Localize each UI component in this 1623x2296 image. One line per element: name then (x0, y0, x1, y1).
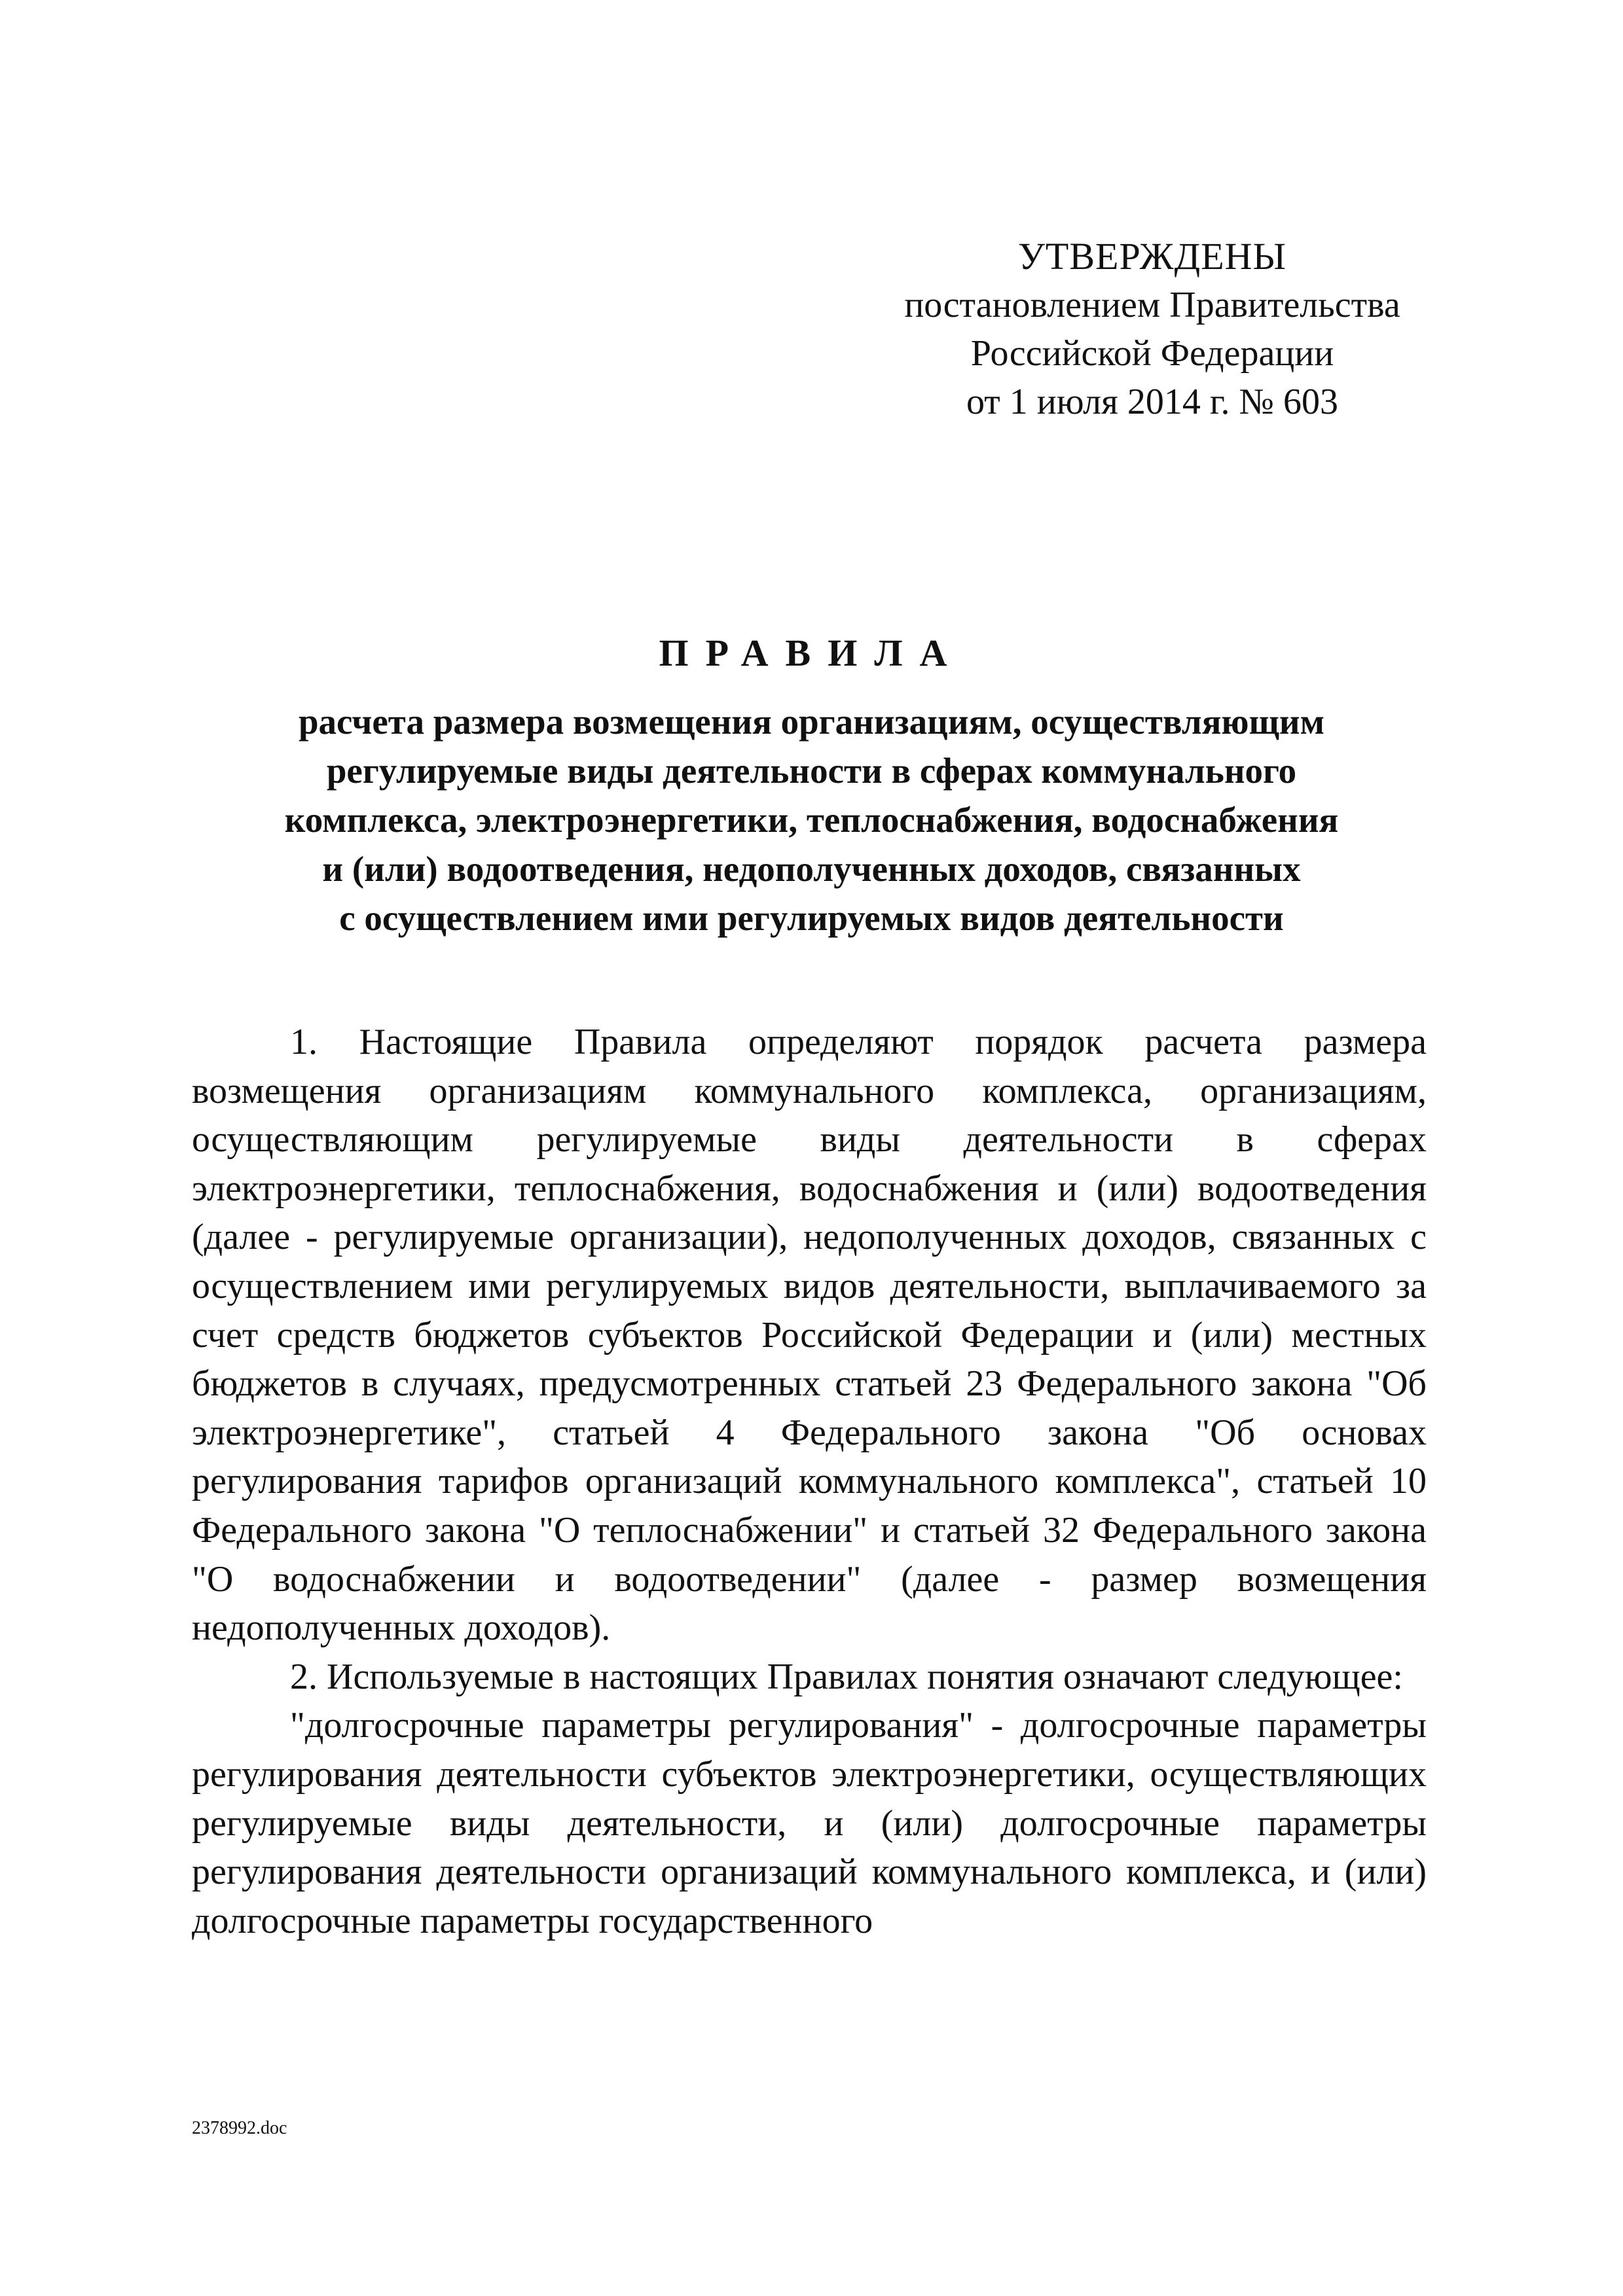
approval-line-3: от 1 июля 2014 г. № 603 (966, 382, 1338, 422)
paragraph-1: 1. Настоящие Правила определяют порядок расчета размера возмещения организациям коммунального комплекса, организациям, осуществляющим регулируемые виды деятельности в сферах электроэнергетики, теплоснабжения, водоснабжения и (или) водоотведения (далее - регулируемые организации), недополученных доходов, связанных с осуществлением ими регулируемых видов деятельности, выплачиваемого за счет средств бюджетов субъектов Российской Федерации и (или) местных бюджетов в случаях, предусмотренных статьей 23 Федерального закона "Об электроэнергетике", статьей 4 Федерального закона "Об основах регулирования тарифов организаций коммунального комплекса", статьей 10 Федерального закона "О теплоснабжении" и статьей 32 Федерального закона "О водоснабжении и водоотведении" (далее - размер возмещения недополученных доходов). (192, 1022, 1427, 1649)
document-subtitle (131, 697, 1492, 942)
document-title: ПРАВИЛА (659, 632, 964, 674)
subtitle-line-4: и (или) водоотведения, недополученных доходов, связанных (322, 849, 1301, 889)
file-name-footer: 2378992.doc (192, 2118, 287, 2138)
subtitle-line-1: расчета размера возмещения организациям, осуществляющим (298, 702, 1325, 742)
paragraph-2: 2. Используемые в настоящих Правилах понятия означают следующее: (290, 1656, 1403, 1697)
approval-heading: УТВЕРЖДЕНЫ (1017, 235, 1287, 278)
approval-block (838, 232, 1467, 426)
paragraph-3: "долгосрочные параметры регулирования" - долгосрочные параметры регулирования деятельности субъектов электроэнергетики, осуществляющих регулируемые виды деятельности, и (или) долгосрочные параметры регулирования деятельности организаций коммунального комплекса, и (или) долгосрочные параметры государственного (192, 1705, 1427, 1941)
subtitle-line-3: комплекса, электроэнергетики, теплоснабжения, водоснабжения (284, 800, 1339, 840)
subtitle-line-2: регулируемые виды деятельности в сферах коммунального (326, 751, 1297, 791)
subtitle-line-5: с осуществлением ими регулируемых видов деятельности (339, 898, 1284, 938)
approval-line-2: Российской Федерации (970, 333, 1334, 374)
document-body (192, 1018, 1427, 1945)
approval-line-1: постановлением Правительства (904, 285, 1400, 325)
